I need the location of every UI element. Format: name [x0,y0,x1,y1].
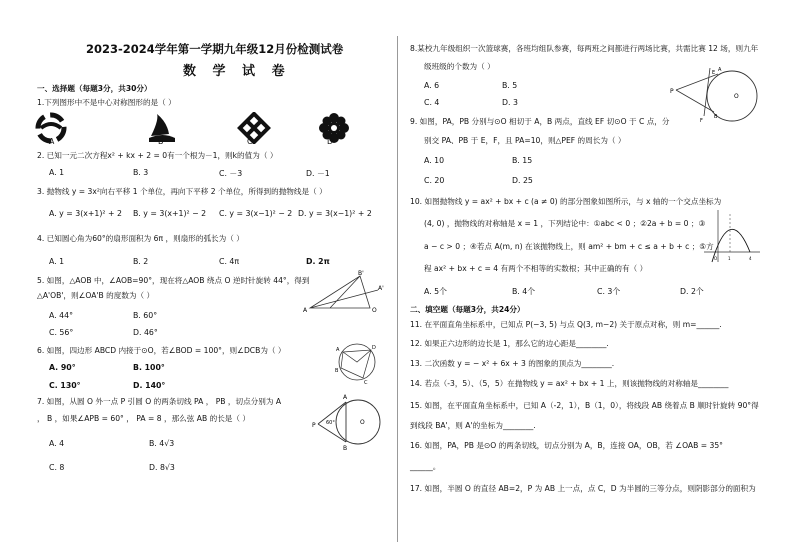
q1-figures [35,112,365,144]
q1-option-d: D [327,137,334,146]
svg-text:B: B [714,114,718,120]
q3-stem: 3. 抛物线 y = 3x²向右平移 1 个单位，再向下平移 2 个单位，所得到的抛物线是（ ） [37,187,327,196]
q2-option-c: C. －3 [219,169,243,178]
q1-figure-c [240,114,268,142]
q8-stem-line1: 8.某校九年级组织一次篮球赛，各班均组队参赛，每两班之间都进行两场比赛，共需比赛 12 场，则九年 [410,44,759,53]
q10-option-a: A. 5个 [424,287,447,296]
q8-stem-line2: 级班级的个数为（ ） [424,62,495,71]
q10-option-d: D. 2个 [680,287,704,296]
q16-stem-line1: 16. 如图，PA，PB 是⊙O 的两条切线，切点分别为 A，B，连接 OA，OB，若 ∠OAB = 35° [410,441,723,450]
svg-text:A: A [303,307,308,314]
q10-stem-line1: 10. 如图抛物线 y = ax² + bx + c (a ≠ 0) 的部分图象如图所示，与 x 轴的一个交点坐标为 [410,197,722,206]
q9-option-a: A. 10 [424,156,445,165]
q9-stem-line1: 9. 如图，PA，PB 分别与⊙O 相切于 A，B 两点，直线 EF 切⊙O 于 C 点，分 [410,117,670,126]
q16-stem-line2: ______。 [410,462,441,471]
svg-text:O: O [734,93,739,100]
q5-stem-line1: 5. 如图，△AOB 中，∠AOB=90°，现在将△AOB 绕点 O 逆时针旋转 44°，得到 [37,276,310,285]
svg-text:O: O [714,256,718,261]
q3-option-d: D. y = 3(x−1)² + 2 [298,209,372,218]
q6-figure [335,338,383,386]
svg-text:F: F [700,118,703,124]
q1-option-c: C [247,137,253,146]
q1-stem: 1.下列图形中不是中心对称图形的是（ ） [37,98,176,107]
q13-stem: 13. 二次函数 y = − x² + 6x + 3 的图象的顶点为________. [410,359,615,368]
svg-text:60°: 60° [326,420,335,426]
q1-option-b: B [158,137,164,146]
q4-option-a: A. 1 [49,257,65,266]
q14-stem: 14. 若点（-3，5）、（5，5）在抛物线 y = ax² + bx + 1 上，则该抛物线的对称轴是________ [410,379,729,388]
q7-option-c: C. 8 [49,463,65,472]
q7-stem-line2: ， B ，如果∠APB = 60° ， PA = 8 ，那么弦 AB 的长是（ ） [37,414,250,423]
section-choice-title: 一、选择题（每题3分，共30分） [37,84,152,93]
q15-stem-line1: 15. 如图，在平面直角坐标系中，已知 A（-2，1），B（1，0），将线段 AB 绕着点 B 顺时针旋转 90°得 [410,401,759,410]
svg-text:E: E [712,70,716,76]
q3-option-a: A. y = 3(x+1)² + 2 [49,209,122,218]
svg-text:A: A [336,347,340,353]
q6-option-a: A. 90° [49,363,76,372]
q9-option-d: D. 25 [512,176,533,185]
q2-stem: 2. 已知一元二次方程x² + kx + 2 = 0有一个根为－1，则k的值为（ ） [37,151,278,160]
svg-text:4: 4 [749,256,752,261]
q6-option-d: D. 140° [133,381,166,390]
q3-option-c: C. y = 3(x−1)² − 2 [219,209,293,218]
q9-option-c: C. 20 [424,176,445,185]
q8-option-a: A. 6 [424,81,440,90]
q5-figure [300,270,385,315]
q1-option-a: A [49,137,55,146]
q10-option-b: B. 4个 [512,287,536,296]
q7-stem-line1: 7. 如图，从圆 O 外一点 P 引圆 O 的两条切线 PA ， PB ，切点分别为 A [37,397,282,406]
q8-option-b: B. 5 [502,81,518,90]
exam-subtitle: 数 学 试 卷 [183,64,291,79]
column-divider [397,36,398,542]
q5-option-d: D. 46° [133,328,158,337]
q6-option-c: C. 130° [49,381,81,390]
q10-option-c: C. 3个 [597,287,621,296]
q5-option-a: A. 44° [49,311,73,320]
q6-stem: 6. 如图，四边形 ABCD 内接于⊙O，若∠BOD = 100°，则∠DCB为（ ） [37,346,286,355]
q7-figure [312,390,384,454]
q5-stem-line2: △A'OB'，则∠OA'B 的度数为（ ） [37,291,155,300]
svg-text:O: O [360,419,365,426]
svg-text:B': B' [358,270,364,277]
exam-title: 2023-2024学年第一学期九年级12月份检测试卷 [86,42,344,56]
svg-text:A: A [718,67,722,73]
q8-option-c: C. 4 [424,98,440,107]
svg-text:D: D [372,345,376,351]
q2-option-d: D. －1 [306,169,330,178]
q10-stem-line3: a − c > 0 ；④若点 A(m, n) 在该抛物线上，则 am² + bm + c ≤ a + b + c ；⑤方 [424,242,714,251]
q10-stem-line2: (4, 0) ，抛物线的对称轴是 x = 1 ，下列结论中：①abc < 0 ；②2a + b = 0 ；③ [424,219,706,228]
svg-text:P: P [670,88,674,95]
svg-text:B: B [343,445,348,452]
svg-text:1: 1 [728,256,731,261]
svg-text:A: A [343,394,348,401]
q4-stem: 4. 已知圆心角为60°的扇形面积为 6π ，则扇形的弧长为（ ） [37,234,244,243]
q7-option-b: B. 4√3 [149,439,175,448]
q10-stem-line4: 程 ax² + bx + c = 4 有两个不相等的实数根；其中正确的有（ ） [424,264,648,273]
q5-option-b: B. 60° [133,311,158,320]
svg-text:C: C [364,380,368,386]
q11-stem: 11. 在平面直角坐标系中，已知点 P(−3, 5) 与点 Q(3, m−2) 关于原点对称，则 m=______. [410,320,722,329]
svg-text:A': A' [378,285,384,292]
svg-text:O: O [372,307,377,314]
q7-option-d: D. 8√3 [149,463,175,472]
q12-stem: 12. 如果正六边形的边长是 1，那么它的边心距是________. [410,339,609,348]
section-fill-title: 二、填空题（每题3分，共24分） [410,305,525,314]
q5-option-c: C. 56° [49,328,74,337]
q3-option-b: B. y = 3(x+1)² − 2 [133,209,207,218]
q7-option-a: A. 4 [49,439,65,448]
svg-text:P: P [312,422,316,429]
q9-figure [670,66,760,124]
q6-option-b: B. 100° [133,363,165,372]
q8-option-d: D. 3 [502,98,518,107]
q9-stem-line2: 别交 PA、PB 于 E，F，且 PA=10，则△PEF 的周长为（ ） [424,136,626,145]
q2-option-a: A. 1 [49,168,65,177]
q4-option-d: D. 2π [306,257,330,266]
q9-option-b: B. 15 [512,156,533,165]
q2-option-b: B. 3 [133,168,149,177]
svg-text:B: B [335,368,339,374]
q15-stem-line2: 到线段 BA'，则 A'的坐标为________. [410,421,536,430]
q10-figure [702,208,762,264]
q4-option-c: C. 4π [219,257,240,266]
q4-option-b: B. 2 [133,257,149,266]
q17-stem: 17. 如图，半圆 O 的直径 AB=2，P 为 AB 上一点，点 C，D 为半圆的三等分点，则阴影部分的面积为 [410,484,756,493]
q1-figure-d [319,113,349,143]
